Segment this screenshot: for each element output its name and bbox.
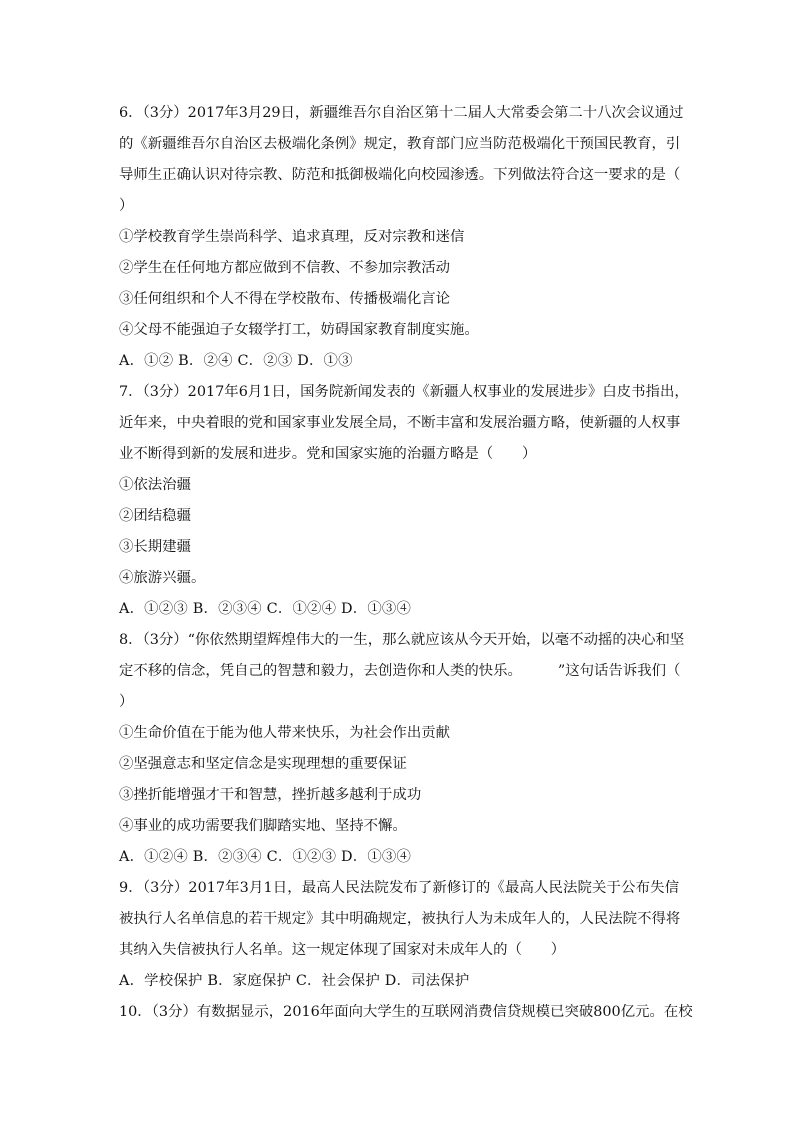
answer-options: A．①②③ B．②③④ C．①②④ D．①③④: [119, 601, 412, 617]
question-8: [119, 625, 685, 873]
statement-item: ①依法治疆: [119, 477, 191, 493]
question-text-line: 8．（3分）“你依然期望辉煌伟大的一生，那么就应该从今天开始，以毫不动摇的决心和坚: [119, 632, 685, 648]
question-text-line: 7．（3分）2017年6月1日，国务院新闻发表的《新疆人权事业的发展进步》白皮书指出，: [119, 384, 689, 400]
question-list: [119, 98, 693, 1028]
question-text-line: ）: [119, 694, 134, 710]
statement-item: ②学生在任何地方都应做到不信教、不参加宗教活动: [119, 260, 450, 276]
statement-item: ③挫折能增强才干和智慧，挫折越多越利于成功: [119, 787, 422, 803]
question-9: [119, 873, 679, 997]
question-7: [119, 377, 689, 625]
statement-item: ①生命价值在于能为他人带来快乐，为社会作出贡献: [119, 725, 450, 741]
question-text-line: 的《新疆维吾尔自治区去极端化条例》规定，教育部门应当防范极端化干预国民教育，引: [119, 136, 681, 152]
question-6: [119, 98, 684, 377]
question-text-line: 定不移的信念，凭自己的智慧和毅力，去创造你和人类的快乐。 ”这句话告诉我们（: [119, 663, 681, 679]
statement-item: ②坚强意志和坚定信念是实现理想的重要保证: [119, 756, 407, 772]
question-10: [119, 997, 693, 1028]
statement-item: ②团结稳疆: [119, 508, 191, 524]
statement-item: ④旅游兴疆。: [119, 570, 206, 586]
statement-item: ③任何组织和个人不得在学校散布、传播极端化言论: [119, 291, 450, 307]
statement-item: ③长期建疆: [119, 539, 191, 555]
statement-item: ④父母不能强迫子女辍学打工，妨碍国家教育制度实施。: [119, 322, 479, 338]
question-text-line: 10．（3分）有数据显示，2016年面向大学生的互联网消费信贷规模已突破800亿元。在校: [119, 1004, 693, 1020]
question-text-line: ）: [119, 198, 134, 214]
question-text-line: 导师生正确认识对待宗教、防范和抵御极端化向校园渗透。下列做法符合这一要求的是（: [119, 167, 681, 183]
question-text-line: 6．（3分）2017年3月29日，新疆维吾尔自治区第十二届人大常委会第二十八次会议通过: [119, 105, 684, 121]
statement-item: ④事业的成功需要我们脚踏实地、坚持不懈。: [119, 818, 407, 834]
question-text-line: 9．（3分）2017年3月1日，最高人民法院发布了新修订的《最高人民法院关于公布失信: [119, 880, 679, 896]
question-text-line: 业不断得到新的发展和进步。党和国家实施的治疆方略是（ ）: [119, 446, 537, 462]
question-text-line: 近年来，中央着眼的党和国家事业发展全局，不断丰富和发展治疆方略，使新疆的人权事: [119, 415, 681, 431]
answer-options: A．①②④ B．②③④ C．①②③ D．①③④: [119, 849, 412, 865]
statement-item: ①学校教育学生崇尚科学、追求真理，反对宗教和迷信: [119, 229, 465, 245]
question-text-line: 其纳入失信被执行人名单。这一规定体现了国家对未成年人的（ ）: [119, 942, 566, 958]
answer-options: A．学校保护 B．家庭保护 C．社会保护 D．司法保护: [119, 973, 470, 989]
question-text-line: 被执行人名单信息的若干规定》其中明确规定，被执行人为未成年人的，人民法院不得将: [119, 911, 681, 927]
answer-options: A．①② B．②④ C．②③ D．①③: [119, 353, 353, 369]
